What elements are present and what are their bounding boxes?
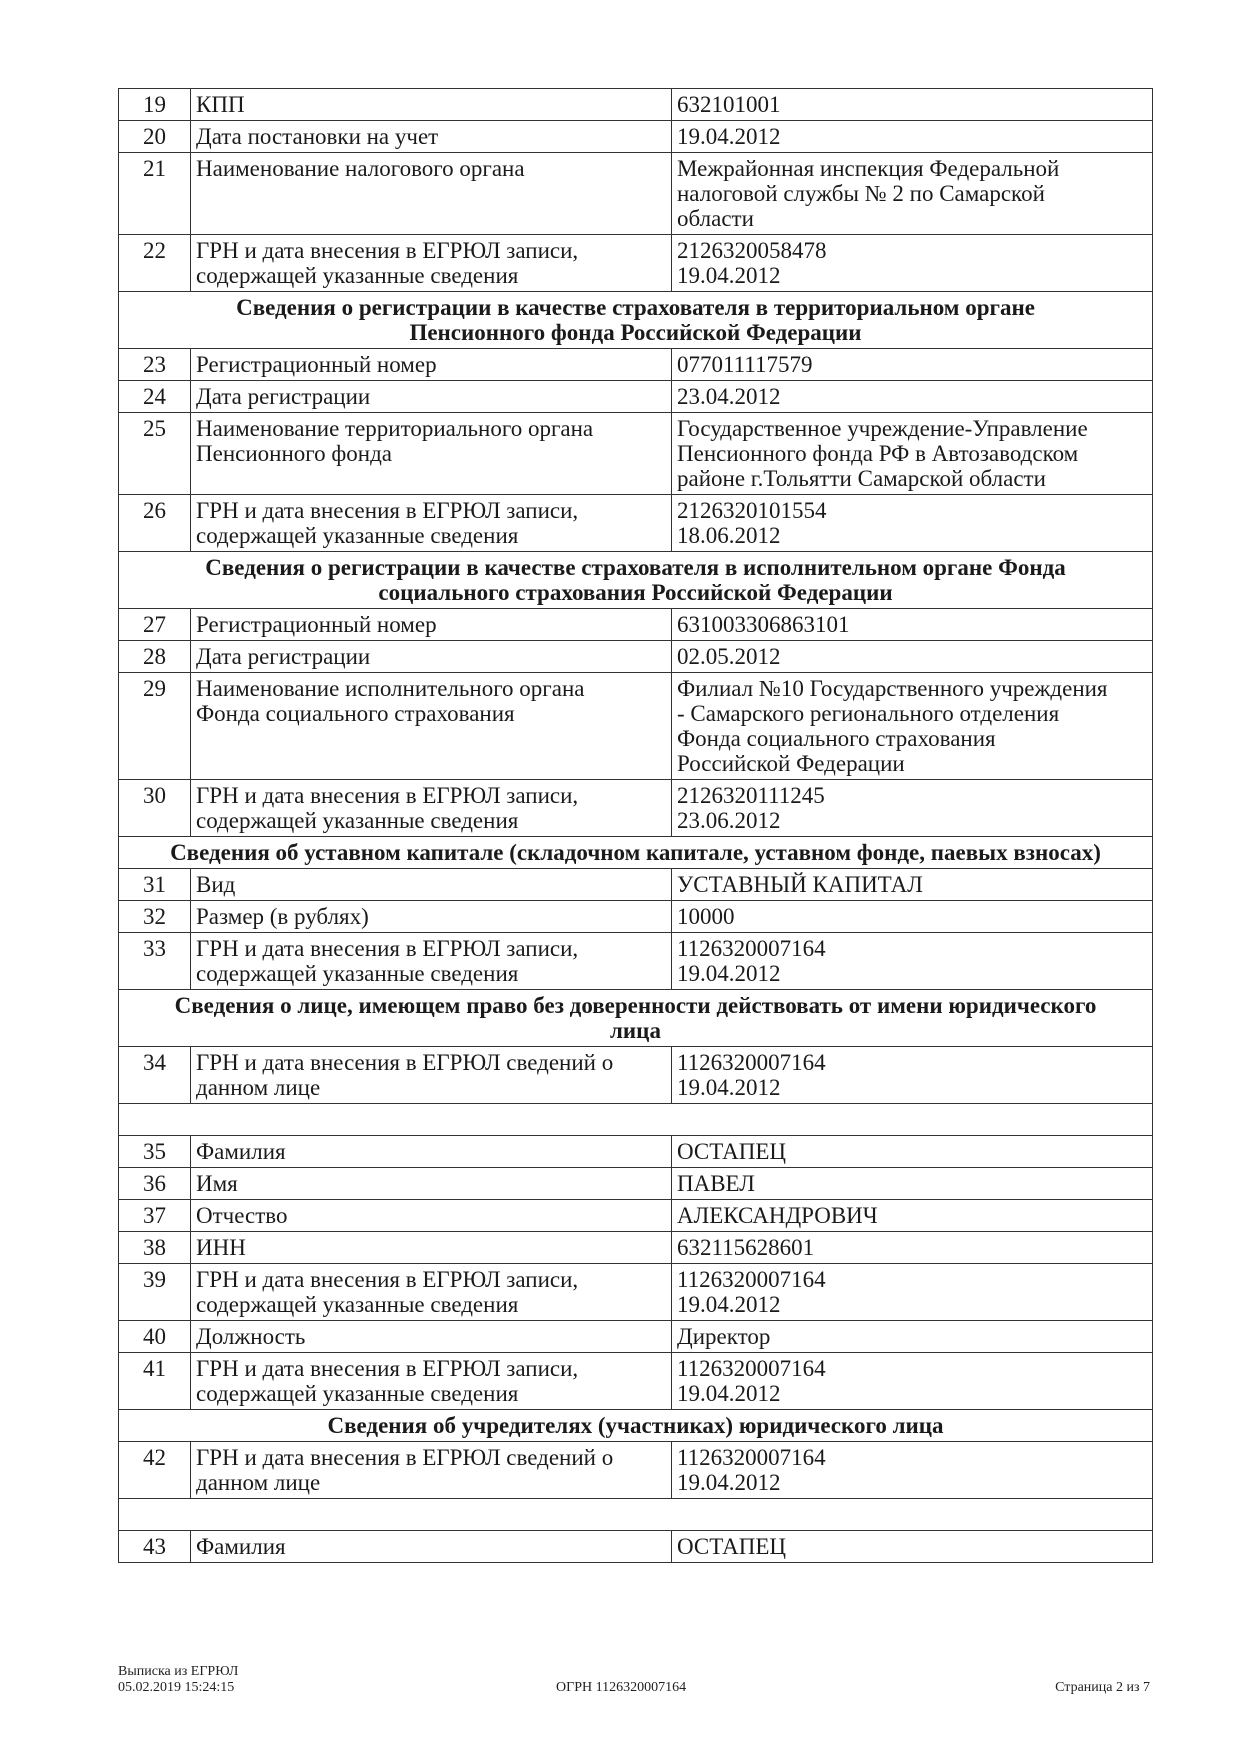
row-number: 42 [119,1442,191,1499]
row-label: ГРН и дата внесения в ЕГРЮЛ записи, содержащей указанные сведения [191,495,672,552]
row-value: 077011117579 [672,349,1153,381]
row-value: 10000 [672,901,1153,933]
row-value: УСТАВНЫЙ КАПИТАЛ [672,869,1153,901]
egrul-record-table [118,88,1153,1563]
row-label: ГРН и дата внесения в ЕГРЮЛ записи, содержащей указанные сведения [191,235,672,292]
row-label: Фамилия [191,1531,672,1563]
row-number: 40 [119,1321,191,1353]
table-row [119,381,1153,413]
row-number: 20 [119,121,191,153]
row-value: ПАВЕЛ [672,1168,1153,1200]
table-row [119,609,1153,641]
row-label: Должность [191,1321,672,1353]
table-row [119,1264,1153,1321]
row-number: 19 [119,89,191,121]
row-number: 26 [119,495,191,552]
footer-page-number: Страница 2 из 7 [1055,1680,1150,1695]
row-number: 36 [119,1168,191,1200]
row-number: 25 [119,413,191,495]
row-label: Вид [191,869,672,901]
row-label: Наименование исполнительного органа Фонда социального страхования [191,673,672,780]
row-value: Государственное учреждение-Управление Пенсионного фонда РФ в Автозаводском районе г.Тольятти Самарской области [672,413,1153,495]
table-row [119,1232,1153,1264]
row-value: Межрайонная инспекция Федеральной налоговой службы № 2 по Самарской области [672,153,1153,235]
row-value: 632115628601 [672,1232,1153,1264]
row-value: Директор [672,1321,1153,1353]
table-row [119,349,1153,381]
table-row [119,1442,1153,1499]
table-row [119,1321,1153,1353]
row-value: АЛЕКСАНДРОВИЧ [672,1200,1153,1232]
row-label: Регистрационный номер [191,609,672,641]
row-number: 35 [119,1136,191,1168]
row-label: ГРН и дата внесения в ЕГРЮЛ записи, содержащей указанные сведения [191,933,672,990]
row-number: 32 [119,901,191,933]
row-value: 2126320058478 19.04.2012 [672,235,1153,292]
section-header-row [119,990,1153,1047]
row-value: 1126320007164 19.04.2012 [672,1353,1153,1410]
table-row [119,89,1153,121]
row-label: ИНН [191,1232,672,1264]
table-row [119,413,1153,495]
section-header-row [119,837,1153,869]
row-number: 30 [119,780,191,837]
footer-document-title: Выписка из ЕГРЮЛ [118,1664,239,1679]
row-number: 34 [119,1047,191,1104]
row-number: 24 [119,381,191,413]
row-label: Наименование территориального органа Пенсионного фонда [191,413,672,495]
row-value: 02.05.2012 [672,641,1153,673]
row-number: 39 [119,1264,191,1321]
section-header-row [119,292,1153,349]
table-row [119,495,1153,552]
table-row [119,673,1153,780]
row-number: 41 [119,1353,191,1410]
row-number: 22 [119,235,191,292]
row-value: ОСТАПЕЦ [672,1531,1153,1563]
table-row [119,1200,1153,1232]
section-header: Сведения о регистрации в качестве страхователя в исполнительном органе Фонда социального страхования Российской Федерации [119,552,1153,609]
row-label: ГРН и дата внесения в ЕГРЮЛ записи, содержащей указанные сведения [191,1353,672,1410]
row-label: Регистрационный номер [191,349,672,381]
row-value: 19.04.2012 [672,121,1153,153]
table-row [119,1047,1153,1104]
row-number: 29 [119,673,191,780]
section-header: Сведения об уставном капитале (складочном капитале, уставном фонде, паевых взносах) [119,837,1153,869]
row-label: Наименование налогового органа [191,153,672,235]
row-value: 1126320007164 19.04.2012 [672,933,1153,990]
table-row [119,121,1153,153]
footer-document-info [118,1664,238,1696]
section-header: Сведения об учредителях (участниках) юридического лица [119,1410,1153,1442]
row-label: ГРН и дата внесения в ЕГРЮЛ записи, содержащей указанные сведения [191,780,672,837]
row-number: 21 [119,153,191,235]
row-label: Размер (в рублях) [191,901,672,933]
blank-row [119,1499,1153,1531]
row-label: КПП [191,89,672,121]
row-value: 23.04.2012 [672,381,1153,413]
blank-row [119,1104,1153,1136]
row-label: Фамилия [191,1136,672,1168]
row-number: 37 [119,1200,191,1232]
row-value: 631003306863101 [672,609,1153,641]
row-number: 27 [119,609,191,641]
table-row [119,1353,1153,1410]
table-row [119,1168,1153,1200]
footer-ogrn: ОГРН 1126320007164 [556,1680,687,1695]
row-value: Филиал №10 Государственного учреждения - Самарского регионального отделения Фонда социального страхования Российской Федерации [672,673,1153,780]
section-header: Сведения о лице, имеющем право без доверенности действовать от имени юридического лица [119,990,1153,1047]
row-number: 43 [119,1531,191,1563]
row-label: ГРН и дата внесения в ЕГРЮЛ сведений о данном лице [191,1047,672,1104]
section-header-row [119,1410,1153,1442]
row-label: Имя [191,1168,672,1200]
row-label: ГРН и дата внесения в ЕГРЮЛ сведений о данном лице [191,1442,672,1499]
table-row [119,153,1153,235]
section-header-row [119,552,1153,609]
table-row [119,780,1153,837]
row-label: Дата постановки на учет [191,121,672,153]
table-row [119,641,1153,673]
row-number: 23 [119,349,191,381]
table-row [119,869,1153,901]
row-value: 2126320101554 18.06.2012 [672,495,1153,552]
blank-cell [119,1104,1153,1136]
row-number: 28 [119,641,191,673]
row-value: 1126320007164 19.04.2012 [672,1047,1153,1104]
row-number: 33 [119,933,191,990]
section-header: Сведения о регистрации в качестве страхователя в территориальном органе Пенсионного фонда Российской Федерации [119,292,1153,349]
table-row [119,235,1153,292]
row-value: 2126320111245 23.06.2012 [672,780,1153,837]
row-label: Отчество [191,1200,672,1232]
table-row [119,1531,1153,1563]
row-label: Дата регистрации [191,381,672,413]
row-label: ГРН и дата внесения в ЕГРЮЛ записи, содержащей указанные сведения [191,1264,672,1321]
row-number: 31 [119,869,191,901]
row-value: 1126320007164 19.04.2012 [672,1442,1153,1499]
table-row [119,1136,1153,1168]
row-value: 1126320007164 19.04.2012 [672,1264,1153,1321]
blank-cell [119,1499,1153,1531]
table-row [119,933,1153,990]
row-number: 38 [119,1232,191,1264]
row-value: ОСТАПЕЦ [672,1136,1153,1168]
row-label: Дата регистрации [191,641,672,673]
footer-timestamp: 05.02.2019 15:24:15 [118,1680,235,1695]
row-value: 632101001 [672,89,1153,121]
table-row [119,901,1153,933]
